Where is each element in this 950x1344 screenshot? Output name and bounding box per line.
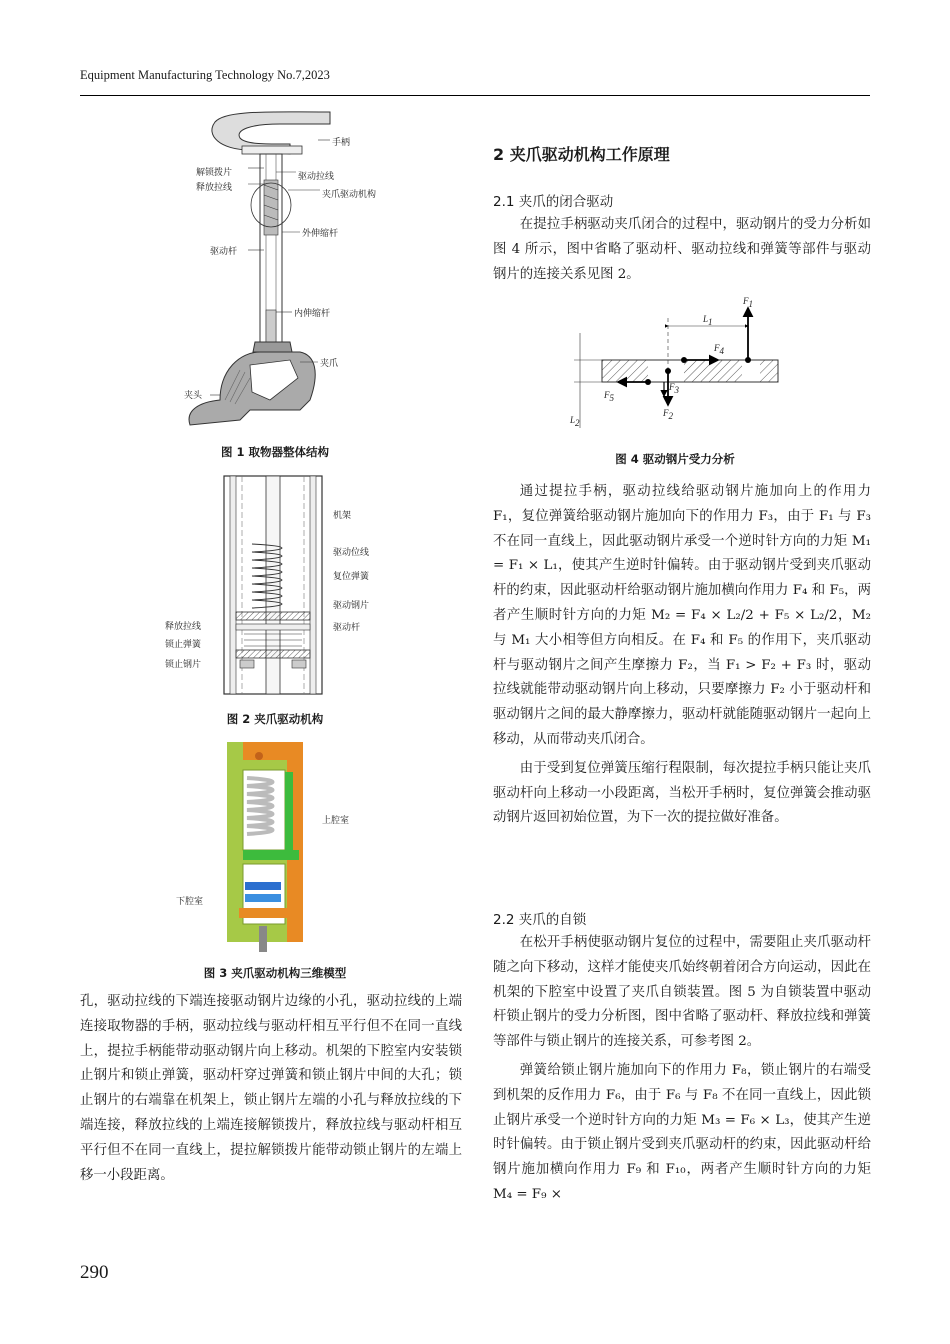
right-column-block-1 (493, 213, 871, 287)
fig1-label-drive-wire: 驱动拉线 (298, 172, 335, 182)
fig2-label-return-spring: 复位弹簧 (333, 572, 370, 582)
left-paragraph: 孔，驱动拉线的下端连接驱动钢片边缘的小孔，驱动拉线的上端连接取物器的手柄，驱动拉线与驱动杆相互平行但不在同一直线上，提拉手柄能带动驱动钢片向上移动。机架的下腔室内安装锁止钢片和锁止弹簧，驱动杆穿过弹簧和锁止钢片中间的大孔；锁止钢片的右端靠在机架上，锁止钢片左端的小孔与释放拉线的下端连接，释放拉线的上端连接解锁拨片，释放拉线与驱动杆相互平行但不在同一直线上，提拉解锁拨片能带动锁止钢片的左端上移一小段距离。 (80, 994, 462, 1183)
fig2-label-frame: 机架 (333, 511, 352, 521)
paragraph-2-1-intro: 在提拉手柄驱动夹爪闭合的过程中，驱动钢片的受力分析如图 4 所示，图中省略了驱动杆、驱动拉线和弹簧等部件与驱动钢片的连接关系见图 2。 (493, 217, 871, 282)
fig3-label-upper-chamber: 上腔室 (322, 816, 350, 826)
paragraph-2-1-reset: 由于受到复位弹簧压缩行程限制，每次提拉手柄只能让夹爪驱动杆向上移动一小段距离，当松开手柄时，复位弹簧会推动驱动钢片返回初始位置，为下一次的提拉做好准备。 (493, 760, 871, 826)
fig2-label-drive-wire: 驱动位线 (333, 548, 370, 558)
fig1-label-claw-drive-mechanism: 夹爪驱动机构 (322, 190, 377, 200)
fig2-label-drive-rod: 驱动杆 (333, 623, 361, 633)
subsection-2-1-title: 2.1 夹爪的闭合驱动 (493, 194, 614, 210)
right-column-block-3 (493, 931, 871, 1208)
page-number: 290 (80, 1262, 109, 1283)
fig1-label-claw: 夹爪 (320, 359, 339, 369)
figure-4-force-diagram (560, 293, 790, 433)
figure-3-caption: 图 3 夹爪驱动机构三维模型 (203, 966, 347, 980)
subsection-2-2-title: 2.2 夹爪的自锁 (493, 912, 587, 928)
fig4-label-L2: $L_2$ (570, 415, 580, 428)
fig4-label-F4: $F_4$ (714, 343, 724, 356)
fig2-label-lock-plate: 锁止钢片 (165, 660, 202, 670)
fig4-label-F5: $F_5$ (604, 390, 614, 403)
running-header: Equipment Manufacturing Technology No.7,2023 (80, 68, 330, 82)
figure-4-caption: 图 4 驱动钢片受力分析 (615, 452, 735, 466)
fig1-label-handle: 手柄 (332, 138, 351, 148)
paragraph-2-2-forces: 弹簧给锁止钢片施加向下的作用力 F₈，锁止钢片的右端受到机架的反作用力 F₆，由于 F₆ 与 F₈ 不在同一直线上，因此锁止钢片承受一个逆时针方向的力矩 M₃ = F₆ × L₃，使其产生逆时针偏转。由于锁止钢片受到夹爪驱动杆的约束，因此驱动杆给钢片施加横向作用力 F₉ 和 F₁₀，两者产生顺时针方向的力矩 M₄ = F₉ × (493, 1062, 871, 1202)
figure-1-caption: 图 1 取物器整体结构 (220, 445, 329, 459)
section-2-title: 2 夹爪驱动机构工作原理 (493, 145, 670, 164)
paragraph-2-1-forces: 通过提拉手柄，驱动拉线给驱动钢片施加向上的作用力 F₁，复位弹簧给驱动钢片施加向下的作用力 F₃，由于 F₁ 与 F₃ 不在同一直线上，因此驱动钢片承受一个逆时针方向的力矩 M₁ = F₁ × L₁，使其产生逆时针偏转。由于驱动钢片受到夹爪驱动杆的约束，因此驱动杆给驱动钢片施加横向作用力 F₄ 和 F₅，两者产生顺时针方向的力矩 M₂ = F₄ × L₂/2 + F₅ × L₂/2，M₂ 与 M₁ 大小相等但方向相反。在 F₄ 和 F₅ 的作用下，夹爪驱动杆与驱动钢片之间产生摩擦力 F₂，当 F₁ > F₂ + F₃ 时，驱动拉线就能带动驱动钢片向上移动，只要摩擦力 F₂ 小于驱动杆和驱动钢片之间的最大静摩擦力，驱动杆就能随驱动钢片一起向上移动，从而带动夹爪闭合。 (493, 484, 871, 747)
fig4-label-F2: $F_2$ (663, 408, 673, 421)
fig1-label-outer-rod: 外伸缩杆 (302, 229, 339, 239)
fig2-label-drive-plate: 驱动钢片 (333, 601, 370, 611)
fig2-label-release-wire: 释放拉线 (165, 622, 202, 632)
right-column-block-2 (493, 480, 871, 831)
header-rule (80, 95, 870, 96)
fig1-label-drive-rod: 驱动杆 (210, 247, 238, 257)
fig3-label-lower-chamber: 下腔室 (176, 897, 204, 907)
left-column-text (80, 990, 462, 1188)
fig2-label-lock-spring: 锁止弹簧 (165, 640, 202, 650)
fig4-label-F3: $F_3$ (669, 382, 679, 395)
figure-1-drawing (180, 110, 370, 435)
figure-2-caption: 图 2 夹爪驱动机构 (226, 712, 324, 726)
figure-2-drawing (222, 474, 324, 696)
fig1-label-clamp-head: 夹头 (184, 391, 203, 401)
fig1-label-inner-rod: 内伸缩杆 (294, 309, 331, 319)
fig4-label-L1: $L_1$ (703, 314, 713, 327)
figure-3-model (225, 742, 309, 952)
fig4-label-F1: $F_1$ (743, 296, 753, 309)
paragraph-2-2-intro: 在松开手柄使驱动钢片复位的过程中，需要阻止夹爪驱动杆随之向下移动，这样才能使夹爪始终朝着闭合方向运动，因此在机架的下腔室中设置了夹爪自锁装置。图 5 为自锁装置中驱动杆锁止钢片的受力分析图，图中省略了驱动杆、释放拉线和弹簧等部件与锁止钢片的连接关系，可参考图 2。 (493, 935, 871, 1050)
fig1-label-release-wire: 释放拉线 (196, 183, 233, 193)
fig1-label-unlock-paddle: 解锁拨片 (196, 168, 233, 178)
